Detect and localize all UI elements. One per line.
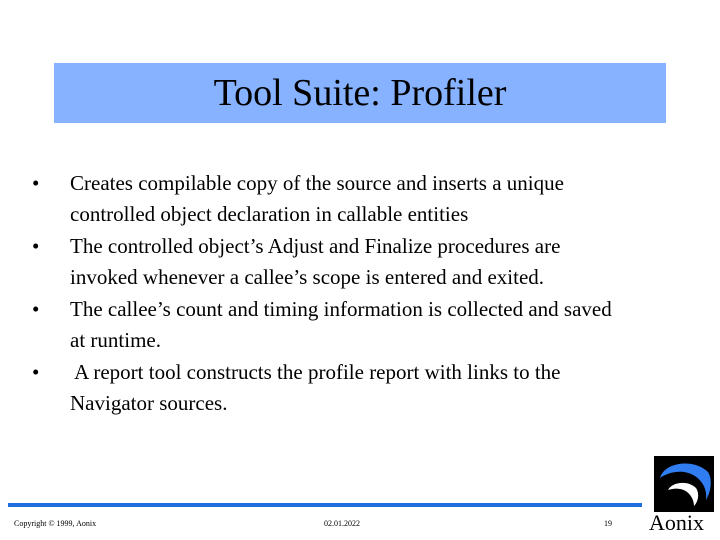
bullet-text-line: Creates compilable copy of the source and inserts a unique	[70, 171, 564, 195]
bullet-item	[30, 294, 700, 356]
title-banner	[54, 63, 666, 123]
bullet-item	[30, 357, 700, 419]
footer-copyright: Copyright © 1999, Aonix	[14, 519, 97, 528]
bullet-text-line: controlled object declaration in callable entities	[70, 202, 469, 226]
slide-title: Tool Suite: Profiler	[213, 72, 507, 114]
footer-divider	[8, 503, 642, 507]
bullet-symbol: •	[32, 360, 40, 384]
footer-date: 02.01.2022	[324, 519, 360, 528]
bullet-symbol: •	[32, 297, 40, 321]
aonix-logo-icon	[654, 456, 714, 512]
bullet-text-line: A report tool constructs the profile report with links to the	[70, 360, 561, 384]
logo-swirl-icon	[654, 456, 714, 512]
bullet-symbol: •	[32, 234, 40, 258]
bullet-text-line: The callee’s count and timing information is collected and saved	[70, 297, 612, 321]
bullet-text-line: invoked whenever a callee’s scope is entered and exited.	[70, 265, 545, 289]
brand-name: Aonix	[649, 510, 704, 535]
bullet-text-line: Navigator sources.	[70, 391, 228, 415]
bullet-text-line: The controlled object’s Adjust and Finalize procedures are	[70, 234, 561, 258]
bullet-list	[30, 168, 700, 420]
footer-page-number: 19	[604, 519, 612, 528]
bullet-item	[30, 168, 700, 230]
bullet-text-line: at runtime.	[70, 328, 161, 352]
bullet-item	[30, 231, 700, 293]
bullet-symbol: •	[32, 171, 40, 195]
